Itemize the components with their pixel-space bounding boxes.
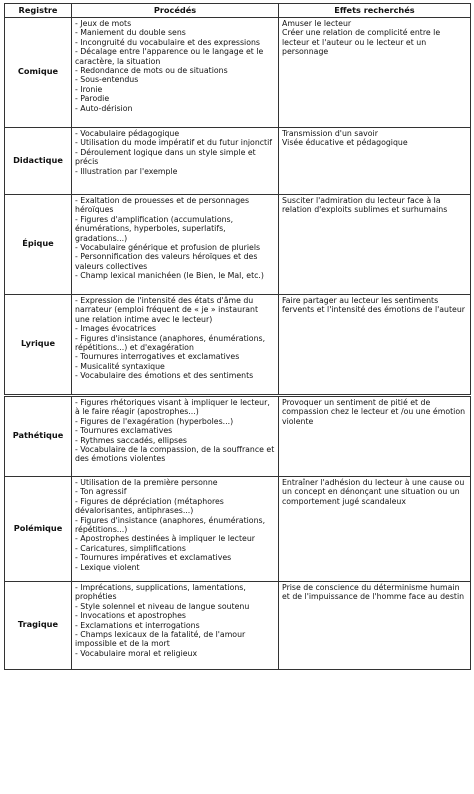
procede-item: - Jeux de mots [75, 19, 132, 28]
effet-item: Transmission d'un savoir [282, 129, 378, 138]
registre-cell: Épique [5, 195, 72, 295]
effet-item: Faire partager au lecteur les sentiments fervents et l'intensité des émotions de l'auteur [282, 296, 465, 315]
effet-item: Amuser le lecteur [282, 19, 352, 28]
procede-item: - Ironie [75, 84, 103, 94]
table-row [5, 128, 471, 195]
effet-item: Entraîner l'adhésion du lecteur à une cause ou un concept en dénonçant une situation ou un comportement jugé scandaleux [282, 478, 465, 506]
header-registre: Registre [5, 4, 72, 18]
procede-item: - Imprécations, supplications, lamentations, prophéties [75, 583, 246, 602]
registre-cell: Comique [5, 18, 72, 128]
effets-cell [279, 477, 471, 582]
procedes-cell [72, 128, 279, 195]
procede-item: - Personnification des valeurs héroïques et des valeurs collectives [75, 252, 258, 271]
procede-item: - Sous-entendus [75, 75, 139, 85]
procede-item: - Apostrophes destinées à impliquer le lecteur [75, 534, 255, 544]
procede-item: - Invocations et apostrophes [75, 611, 186, 621]
procede-item: - Expression de l'intensité des états d'âme du narrateur (emploi fréquent de « je » instaurant une relation intime avec le lecteur) [75, 296, 259, 324]
procede-item: - Décalage entre l'apparence ou le langage et le caractère, la situation [75, 47, 264, 66]
effets-cell [279, 128, 471, 195]
effets-cell [279, 195, 471, 295]
registre-cell: Pathétique [5, 396, 72, 477]
header-effets: Effets recherchés [279, 4, 471, 18]
procede-item: - Style solennel et niveau de langue soutenu [75, 601, 250, 611]
header-row [5, 4, 471, 18]
registre-cell: Tragique [5, 582, 72, 670]
registres-table-sheet [4, 3, 470, 670]
procede-item: - Exclamations et interrogations [75, 620, 200, 630]
registre-cell: Polémique [5, 477, 72, 582]
effet-item: Créer une relation de complicité entre le lecteur et l'auteur ou le lecteur et un personnage [282, 28, 441, 57]
procede-item: - Tournures exclamatives [75, 426, 173, 436]
procede-item: - Champ lexical manichéen (le Bien, le Mal, etc.) [75, 271, 264, 281]
procede-item: - Ton agressif [75, 487, 127, 497]
procede-item: - Caricatures, simplifications [75, 543, 186, 553]
procede-item: - Redondance de mots ou de situations [75, 66, 228, 76]
procede-item: - Figures d'amplification (accumulations, énumérations, hyperboles, superlatifs, gradations...) [75, 214, 234, 243]
header-procedes: Procédés [72, 4, 279, 18]
effet-item: Provoquer un sentiment de pitié et de compassion chez le lecteur et /ou une émotion violente [282, 398, 466, 426]
procede-item: - Incongruité du vocabulaire et des expressions [75, 37, 260, 47]
procede-item: - Vocabulaire pédagogique [75, 129, 180, 138]
procede-item: - Vocabulaire générique et profusion de pluriels [75, 243, 261, 253]
procede-item: - Vocabulaire de la compassion, de la souffrance et des émotions violentes [75, 445, 275, 464]
procedes-cell [72, 582, 279, 670]
procede-item: - Parodie [75, 94, 110, 104]
procede-item: - Illustration par l'exemple [75, 166, 178, 176]
procede-item: - Exaltation de prouesses et de personnages héroïques [75, 196, 250, 215]
registre-cell: Lyrique [5, 295, 72, 396]
effets-cell [279, 18, 471, 128]
effets-cell [279, 582, 471, 670]
procede-item: - Maniement du double sens [75, 28, 186, 38]
procede-item: - Utilisation du mode impératif et du futur injonctif [75, 138, 273, 148]
effet-item: Prise de conscience du déterminisme humain et de l'impuissance de l'homme face au destin [282, 583, 465, 602]
procede-item: - Figures de l'exagération (hyperboles...) [75, 416, 234, 426]
procede-item: - Musicalité syntaxique [75, 361, 165, 371]
procede-item: - Figures rhétoriques visant à impliquer le lecteur, à le faire réagir (apostrophes...) [75, 398, 270, 417]
procede-item: - Auto-dérision [75, 103, 133, 113]
procede-item: - Rythmes saccadés, ellipses [75, 435, 187, 445]
procede-item: - Champs lexicaux de la fatalité, de l'amour impossible et de la mort [75, 630, 246, 649]
procede-item: - Figures de dépréciation (métaphores dévalorisantes, antiphrases...) [75, 496, 224, 516]
table-row [5, 396, 471, 477]
registre-cell: Didactique [5, 128, 72, 195]
effets-cell [279, 396, 471, 477]
procedes-cell [72, 195, 279, 295]
table-row [5, 18, 471, 128]
procedes-cell [72, 396, 279, 477]
procede-item: - Vocabulaire des émotions et des sentiments [75, 371, 254, 381]
procedes-cell [72, 18, 279, 128]
procede-item: - Lexique violent [75, 562, 140, 572]
procedes-cell [72, 295, 279, 396]
procede-item: - Tournures interrogatives et exclamatives [75, 352, 240, 362]
procede-item: - Tournures impératives et exclamatives [75, 553, 232, 563]
table-row [5, 477, 471, 582]
procede-item: - Utilisation de la première personne [75, 478, 218, 487]
table-row [5, 582, 471, 670]
table-row [5, 195, 471, 295]
procede-item: - Figures d'insistance (anaphores, énumérations, répétitions...) [75, 515, 266, 535]
effets-cell [279, 295, 471, 396]
procede-item: - Images évocatrices [75, 324, 157, 334]
table-row [5, 295, 471, 396]
procede-item: - Déroulement logique dans un style simple et précis [75, 147, 256, 167]
procede-item: - Vocabulaire moral et religieux [75, 648, 198, 658]
table-body [5, 18, 471, 670]
procedes-cell [72, 477, 279, 582]
effet-item: Susciter l'admiration du lecteur face à la relation d'exploits sublimes et surhumains [282, 196, 448, 215]
registres-table [4, 3, 471, 670]
procede-item: - Figures d'insistance (anaphores, énumérations, répétitions...) et d'exagération [75, 333, 266, 353]
effet-item: Visée éducative et pédagogique [282, 138, 408, 148]
